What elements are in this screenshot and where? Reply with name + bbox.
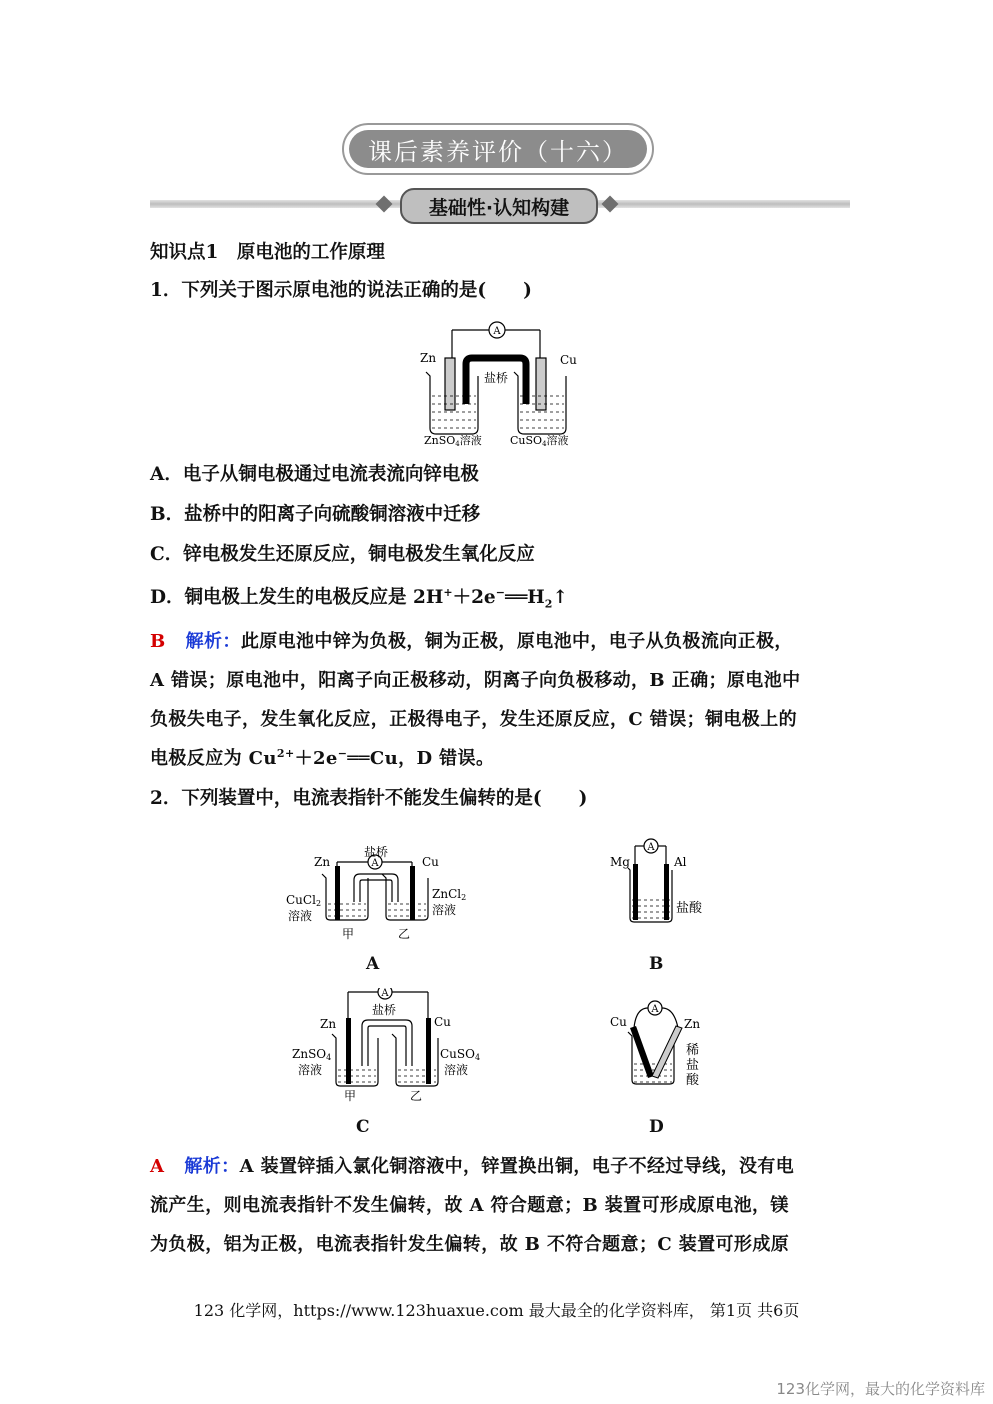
q1-cu-label: Cu <box>560 353 577 367</box>
q1-analysis-line-1: B 解析：此原电池中锌为负极，铜为正极，原电池中，电子从负极流向正极， <box>150 631 793 652</box>
svg-text:盐酸: 盐酸 <box>676 901 703 916</box>
svg-text:稀: 稀 <box>686 1043 700 1058</box>
q2-figure-b <box>600 832 720 932</box>
svg-text:盐桥: 盐桥 <box>364 846 389 859</box>
svg-text:溶液: 溶液 <box>444 1063 469 1077</box>
q2-figure-a <box>282 846 472 946</box>
svg-text:Zn: Zn <box>314 855 331 869</box>
q2-answer: A <box>150 1156 165 1177</box>
svg-text:ZnCl2: ZnCl2 <box>432 887 467 902</box>
svg-text:ZnSO4溶液: ZnSO4溶液 <box>424 434 482 448</box>
svg-text:Cu: Cu <box>422 855 439 869</box>
q1-ammeter-label: A <box>493 326 501 337</box>
question-1-stem: 1．下列关于图示原电池的说法正确的是( ) <box>150 280 532 301</box>
svg-text:CuSO4: CuSO4 <box>440 1047 481 1062</box>
svg-text:Al: Al <box>674 855 687 869</box>
svg-text:A: A <box>647 842 655 853</box>
band-diamond-left <box>376 196 393 213</box>
svg-text:A: A <box>381 988 389 999</box>
svg-text:ZnSO4: ZnSO4 <box>292 1047 332 1062</box>
q1-analysis-line-3: 负极失电子，发生氧化反应，正极得电子，发生还原反应，C 错误；铜电极上的 <box>150 709 797 730</box>
q1-answer: B <box>150 631 166 652</box>
q2-analysis-line-1: A 解析：A 装置锌插入氯化铜溶液中，锌置换出铜，电子不经过导线，没有电 <box>150 1156 795 1177</box>
svg-text:乙: 乙 <box>398 927 411 941</box>
page-footer: 123 化学网，https://www.123huaxue.com 最大最全的化学资料库， 第1页 共6页 <box>193 1301 800 1320</box>
svg-text:溶液: 溶液 <box>432 903 457 917</box>
svg-text:A: A <box>371 858 379 869</box>
svg-text:Mg: Mg <box>610 855 630 869</box>
q1-bridge-label: 盐桥 <box>484 371 509 385</box>
q2-figure-a-label: A <box>366 954 380 974</box>
svg-text:溶液: 溶液 <box>298 1063 323 1077</box>
q1-analysis-line-2: A 错误；原电池中，阳离子向正极移动，阴离子向负极移动，B 正确；原电池中 <box>150 670 801 691</box>
svg-text:CuCl2: CuCl2 <box>286 893 322 908</box>
question-1-figure <box>412 316 592 450</box>
svg-text:Zn: Zn <box>684 1017 701 1031</box>
svg-text:Zn: Zn <box>320 1017 337 1031</box>
svg-text:Cu: Cu <box>610 1015 627 1029</box>
svg-text:盐: 盐 <box>686 1058 700 1073</box>
watermark: 123化学网，最大的化学资料库 <box>776 1380 985 1398</box>
q2-analysis-line-3: 为负极，铝为正极，电流表指针发生偏转，故 B 不符合题意；C 装置可形成原 <box>150 1234 790 1255</box>
q1-option-b: B．盐桥中的阳离子向硫酸铜溶液中迁移 <box>150 504 481 525</box>
page-title: 课后素养评价（十六） <box>349 130 647 168</box>
question-2-stem: 2．下列装置中，电流表指针不能发生偏转的是( ) <box>150 788 588 809</box>
svg-text:A: A <box>651 1004 659 1015</box>
q2-figure-b-label: B <box>649 954 664 974</box>
svg-text:溶液: 溶液 <box>288 909 313 923</box>
svg-text:CuSO4溶液: CuSO4溶液 <box>510 434 569 448</box>
q1-zn-label: Zn <box>420 351 437 365</box>
section-label: 基础性·认知构建 <box>400 188 598 224</box>
svg-text:Cu: Cu <box>434 1015 451 1029</box>
q2-analysis-line-2: 流产生，则电流表指针不发生偏转，故 A 符合题意；B 装置可形成原电池，镁 <box>150 1195 789 1216</box>
svg-text:甲: 甲 <box>344 1089 357 1103</box>
q1-option-d: D．铜电极上发生的电极反应是 $2H^++2e^-══H_2↑$ <box>150 585 568 611</box>
svg-text:酸: 酸 <box>686 1073 700 1088</box>
q1-analysis-line-4: 电极反应为 $Cu^{2+}+2e^-══Cu$，D 错误。 <box>150 747 495 769</box>
svg-text:甲: 甲 <box>342 927 355 941</box>
knowledge-point-heading: 知识点1 原电池的工作原理 <box>150 242 385 263</box>
band-diamond-right <box>602 196 619 213</box>
q2-figure-c-label: C <box>356 1117 370 1137</box>
svg-text:乙: 乙 <box>410 1089 423 1103</box>
svg-text:盐桥: 盐桥 <box>372 1003 397 1017</box>
q2-figure-d-label: D <box>649 1117 664 1137</box>
q1-option-a: A．电子从铜电极通过电流表流向锌电极 <box>150 464 479 485</box>
q2-analysis-label: 解析： <box>184 1156 240 1177</box>
q1-option-c: C．锌电极发生还原反应，铜电极发生氧化反应 <box>150 544 535 565</box>
page-title-box <box>342 123 654 175</box>
q2-figure-d <box>606 994 716 1094</box>
q2-figure-c <box>288 988 488 1104</box>
q1-analysis-label: 解析： <box>185 631 241 652</box>
